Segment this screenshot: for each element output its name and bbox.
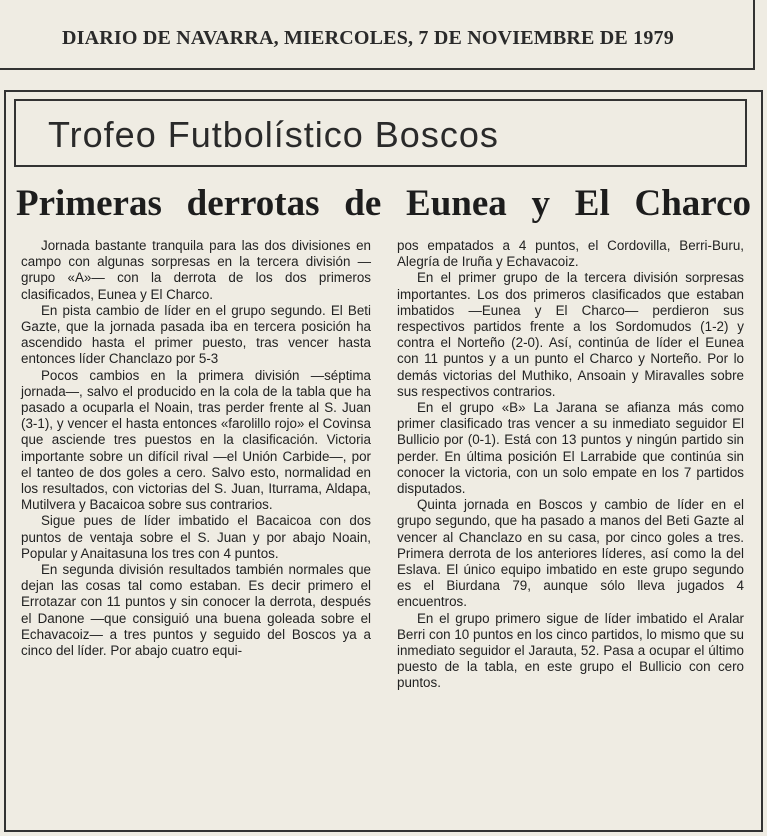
paragraph: En el primer grupo de la tercera división sorpresas importantes. Los dos primeros clasificados que estaban imbatidos —Eunea y El Charco— perdieron sus respectivos partidos frente a los Sordomudos (1-2) y contra el Norteño (2-0). Así, continúa de líder el Eunea con 11 puntos y a un punto el Charco y Norteño. Por lo demás victorias del Muthiko, Ansoain y Miravalles sobre sus respectivos contrarios. [397,270,744,399]
paragraph: En pista cambio de líder en el grupo segundo. El Beti Gazte, que la jornada pasada iba en tercera posición ha ascendido hasta el primer puesto, tras vencer hasta entonces líder Chanclazo por 5-3 [21,302,371,367]
paragraph: En segunda división resultados también normales que dejan las cosas tal como estaban. Es decir primero el Errotazar con 11 puntos y sin conocer la derrota, después el Danone —que consiguió una buena goleada sobre el Echavacoiz— a tres puntos y seguido del Boscos ya a cinco del líder. Por abajo cuatro equi- [21,562,371,659]
paragraph-continued: pos empatados a 4 puntos, el Cordovilla, Berri-Buru, Alegría de Iruña y Echavacoiz. [397,238,744,270]
masthead [0,0,755,70]
paragraph: En el grupo «B» La Jarana se afianza más como primer clasificado tras vencer a su inmediato seguidor El Bullicio por (0-1). Está con 13 puntos y ningún partido sin perder. En última posición El Larrabide que continúa sin conocer la victoria, con un solo empate en los 7 partidos disputados. [397,400,744,497]
masthead-text: DIARIO DE NAVARRA, MIERCOLES, 7 DE NOVIEMBRE DE 1979 [62,27,674,49]
paragraph: Pocos cambios en la primera división —séptima jornada—, salvo el producido en la cola de la tabla que ha pasado a ocuparla el Noain, tras perder frente al S. Juan (3-1), y vencer el hasta entonces «farolillo rojo» el Covinsa que asciende tres puestos en la clasificación. Victoria importante sobre un difícil rival —el Unión Carbide—, por el tanteo de dos goles a cero. Salvo esto, normalidad en los resultados, con victorias del S. Juan, Iturrama, Aldapa, Mutilvera y Bacaicoa sobre sus contrarios. [21,367,371,513]
section-title-box [14,99,747,167]
article-column-right [397,238,744,692]
section-title: Trofeo Futbolístico Boscos [48,114,499,155]
paragraph: Quinta jornada en Boscos y cambio de líder en el grupo segundo, que ha pasado a manos del Beti Gazte al vencer al Chanclazo en su casa, por cinco goles a tres. Primera derrota de los anteriores líderes, así como la del Eslava. El único equipo imbatido en este grupo segundo es el Biurdana 79, aunque sólo lleva jugados 4 encuentros. [397,497,744,610]
paragraph: Sigue pues de líder imbatido el Bacaicoa con dos puntos de ventaja sobre el S. Juan y por abajo Noain, Popular y Anaitasuna los tres con 4 puntos. [21,513,371,561]
article-column-left [21,238,371,659]
paragraph: En el grupo primero sigue de líder imbatido el Aralar Berri con 10 puntos en los cinco partidos, lo mismo que su inmediato seguidor el Jarauta, 52. Pasa a ocupar el último puesto de la tabla, en este grupo el Bullicio con cero puntos. [397,610,744,691]
article-headline: Primeras derrotas de Eunea y El Charco [16,183,751,224]
paragraph: Jornada bastante tranquila para las dos divisiones en campo con algunas sorpresas en la tercera división —grupo «A»— con la derrota de los dos primeros clasificados, Eunea y El Charco. [21,238,371,302]
